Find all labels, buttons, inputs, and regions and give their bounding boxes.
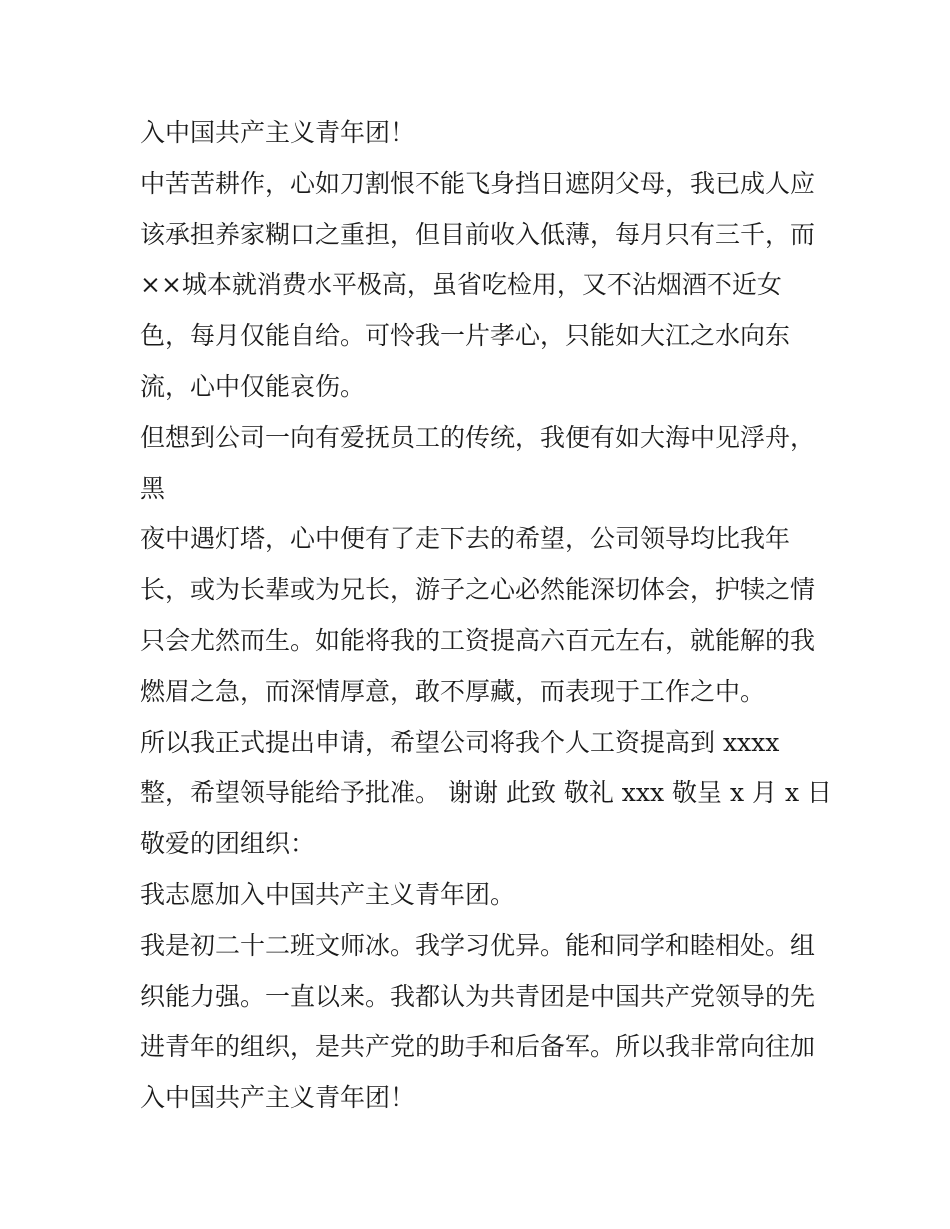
text-line: 夜中遇灯塔，心中便有了走下去的希望，公司领导均比我年 (140, 524, 791, 554)
text-line: 整，希望领导能给予批准。 谢谢 此致 敬礼 xxx 敬呈 x 月 x 日 (140, 778, 833, 808)
text-line: 中苦苦耕作，心如刀割恨不能飞身挡日遮阴父母，我已成人应 (140, 168, 816, 198)
text-line: 入中国共产主义青年团！ (140, 118, 416, 147)
text-line: 所以我正式提出申请，希望公司将我个人工资提高到 xxxx (140, 727, 780, 757)
text-line: 色，每月仅能自给。可怜我一片孝心，只能如大江之水向东 (140, 321, 791, 351)
text-line: 敬爱的团组织： (140, 829, 316, 859)
text-line: ××城本就消费水平极高，虽省吃检用，又不沾烟酒不近女 (140, 270, 782, 300)
text-line: 但想到公司一向有爱抚员工的传统，我便有如大海中见浮舟， (140, 422, 816, 452)
text-line: 我是初二十二班文师冰。我学习优异。能和同学和睦相处。组 (140, 930, 816, 960)
text-line: 我志愿加入中国共产主义青年团。 (140, 879, 516, 909)
text-line: 长，或为长辈或为兄长，游子之心必然能深切体会，护犊之情 (140, 575, 816, 605)
text-line: 只会尤然而生。如能将我的工资提高六百元左右，就能解的我 (140, 625, 816, 655)
text-line: 黑 (140, 473, 166, 503)
text-line: 流，心中仅能哀伤。 (140, 371, 366, 401)
text-line: 织能力强。一直以来。我都认为共青团是中国共产党领导的先 (140, 981, 816, 1011)
document-body (140, 108, 833, 1124)
text-line: 该承担养家糊口之重担，但目前收入低薄，每月只有三千，而 (140, 219, 816, 249)
text-line: 进青年的组织，是共产党的助手和后备军。所以我非常向往加 (140, 1032, 816, 1062)
text-line: 入中国共产主义青年团！ (140, 1083, 416, 1113)
text-line: 燃眉之急，而深情厚意，敢不厚藏，而表现于工作之中。 (140, 676, 766, 706)
